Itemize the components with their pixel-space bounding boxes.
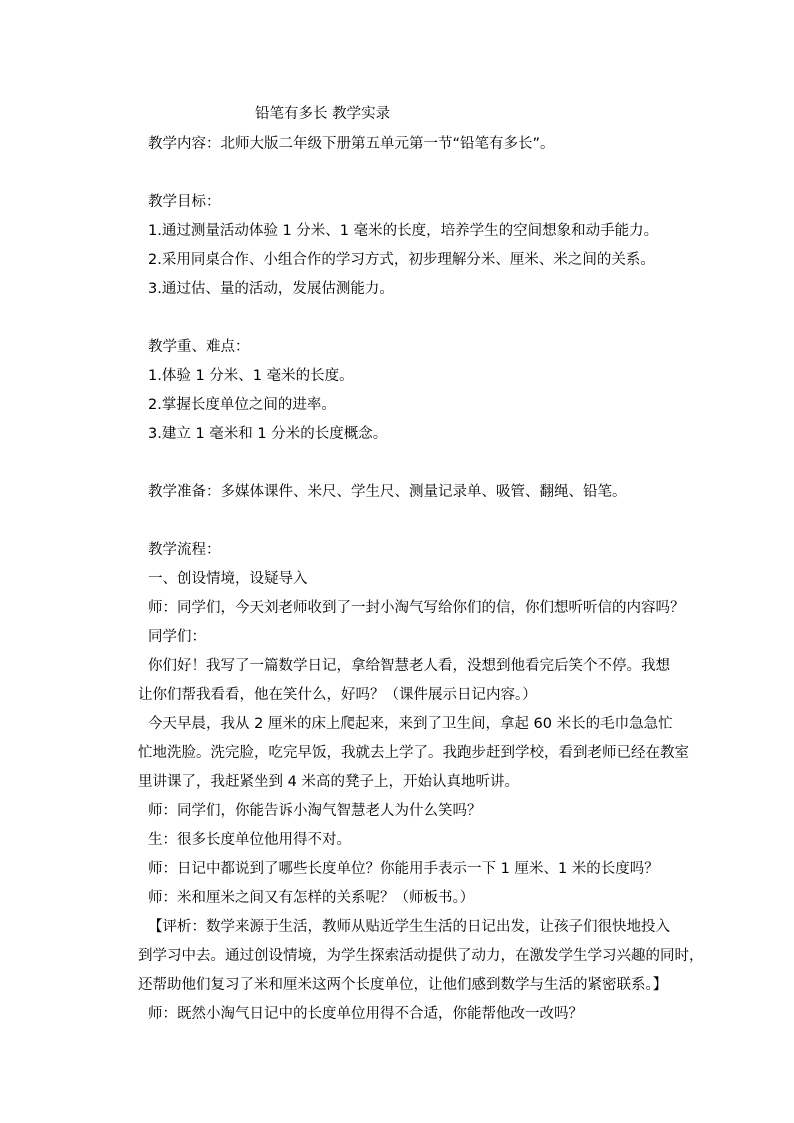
paragraph-line: 让你们帮我看看，他在笑什么，好吗？（课件展示日记内容。） — [138, 687, 537, 703]
paragraph-line: 今天早晨，我从 2 厘米的床上爬起来，来到了卫生间，拿起 60 米长的毛巾急急忙 — [148, 716, 673, 732]
paragraph-line: 师：同学们，你能告诉小淘气智慧老人为什么笑吗？ — [148, 803, 482, 819]
paragraph-line: 忙地洗脸。洗完脸，吃完早饭，我就去上学了。我跑步赶到学校，看到老师已经在教室 — [138, 745, 689, 761]
key-point-item: 2.掌握长度单位之间的进率。 — [148, 397, 336, 413]
goal-item: 1.通过测量活动体验 1 分米、1 毫米的长度，培养学生的空间想象和动手能力。 — [148, 223, 659, 239]
paragraph-line: 师：日记中都说到了哪些长度单位？你能用手表示一下 1 厘米、1 米的长度吗？ — [148, 861, 659, 877]
key-point-item: 3.建立 1 毫米和 1 分米的长度概念。 — [148, 426, 388, 442]
goal-item: 3.通过估、量的活动，发展估测能力。 — [148, 281, 394, 297]
commentary-line: 到学习中去。通过创设情境，为学生探索活动提供了动力，在激发学生学习兴趣的同时， — [138, 948, 704, 964]
paragraph-line: 你们好！我写了一篇数学日记，拿给智慧老人看，没想到他看完后笑个不停。我想 — [148, 658, 670, 674]
paragraph-line: 生：很多长度单位他用得不对。 — [148, 832, 351, 848]
paragraph-line: 师：既然小淘气日记中的长度单位用得不合适，你能帮他改一改吗？ — [148, 1006, 583, 1022]
document-title: 铅笔有多长 教学实录 — [255, 106, 391, 122]
key-points-heading: 教学重、难点： — [148, 339, 250, 355]
key-point-item: 1.体验 1 分米、1 毫米的长度。 — [148, 368, 354, 384]
goals-heading: 教学目标： — [148, 194, 221, 210]
paragraph-line: 同学们： — [148, 629, 206, 645]
section-heading: 一、创设情境，设疑导入 — [148, 571, 308, 587]
paragraph-line: 师：同学们，今天刘老师收到了一封小淘气写给你们的信，你们想听听信的内容吗？ — [148, 600, 685, 616]
paragraph-line: 师：米和厘米之间又有怎样的关系呢？（师板书。） — [148, 890, 475, 906]
commentary-line: 还帮助他们复习了米和厘米这两个长度单位，让他们感到数学与生活的紧密联系。】 — [138, 977, 668, 993]
goal-item: 2.采用同桌合作、小组合作的学习方式，初步理解分米、厘米、米之间的关系。 — [148, 252, 655, 268]
paragraph-line: 里讲课了，我赶紧坐到 4 米高的凳子上，开始认真地听讲。 — [138, 774, 519, 790]
content-line: 教学内容：北师大版二年级下册第五单元第一节“铅笔有多长”。 — [148, 136, 555, 152]
process-heading: 教学流程： — [148, 542, 221, 558]
preparation-line: 教学准备：多媒体课件、米尺、学生尺、测量记录单、吸管、翻绳、铅笔。 — [148, 484, 627, 500]
commentary-line: 【评析：数学来源于生活，教师从贴近学生生活的日记出发，让孩子们很快地投入 — [148, 919, 670, 935]
